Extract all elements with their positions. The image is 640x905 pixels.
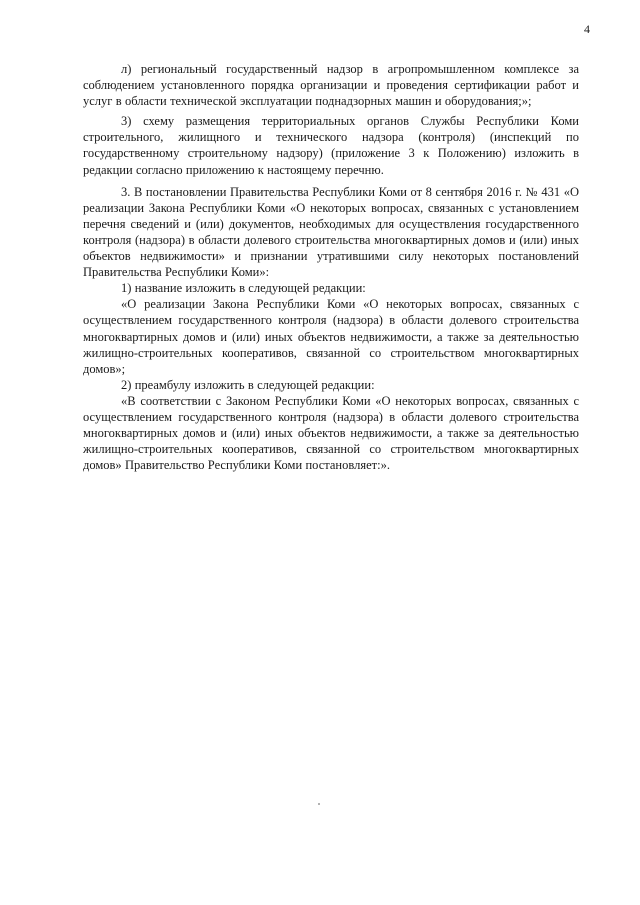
paragraph-new-preamble-quote: «В соответствии с Законом Республики Коми «О некоторых вопросах, связанных с осуществлением государственного контроля (надзора) в области долевого строительства многоквартирных домов и (или) иных объектов недвижимости, а также за деятельностью жилищно-строительных кооперативов, связанной со строительством многоквартирных домов» Правительство Республики Коми постановляет:». (83, 393, 579, 473)
scan-speck (318, 803, 320, 805)
document-body (83, 61, 579, 473)
page-number: 4 (584, 22, 590, 36)
paragraph-item-l: л) региональный государственный надзор в агропромышленном комплексе за соблюдением установленного порядка организации и проведения сертификации работ и услуг в области технической эксплуатации поднадзорных машин и оборудования;»; (83, 62, 579, 109)
paragraph-item-2-preamble: 2) преамбулу изложить в следующей редакции: (121, 377, 375, 392)
paragraph-section-3: 3. В постановлении Правительства Республики Коми от 8 сентября 2016 г. № 431 «О реализации Закона Республики Коми «О некоторых вопросах, связанных с установлением перечня сведений и (или) документов, необходимых для осуществления государственного контроля (надзора) в области долевого строительства многоквартирных домов и (или) иных объектов недвижимости» и признании утратившими силу некоторых постановлений Правительства Республики Коми»: (83, 184, 579, 280)
paragraph-item-1-title: 1) название изложить в следующей редакции: (121, 281, 366, 296)
paragraph-new-title-quote: «О реализации Закона Республики Коми «О некоторых вопросах, связанных с осуществлением государственного контроля (надзора) в области долевого строительства многоквартирных домов и (или) иных объектов недвижимости, а также за деятельностью жилищно-строительных кооперативов, связанной со строительством многоквартирных домов»; (83, 297, 579, 376)
paragraph-item-3-scheme: 3) схему размещения территориальных органов Службы Республики Коми строительного, жилищного и технического надзора (контроля) (инспекций по государственному строительному надзору) (приложение 3 к Положению) изложить в редакции согласно приложению к настоящему перечню. (83, 114, 579, 177)
